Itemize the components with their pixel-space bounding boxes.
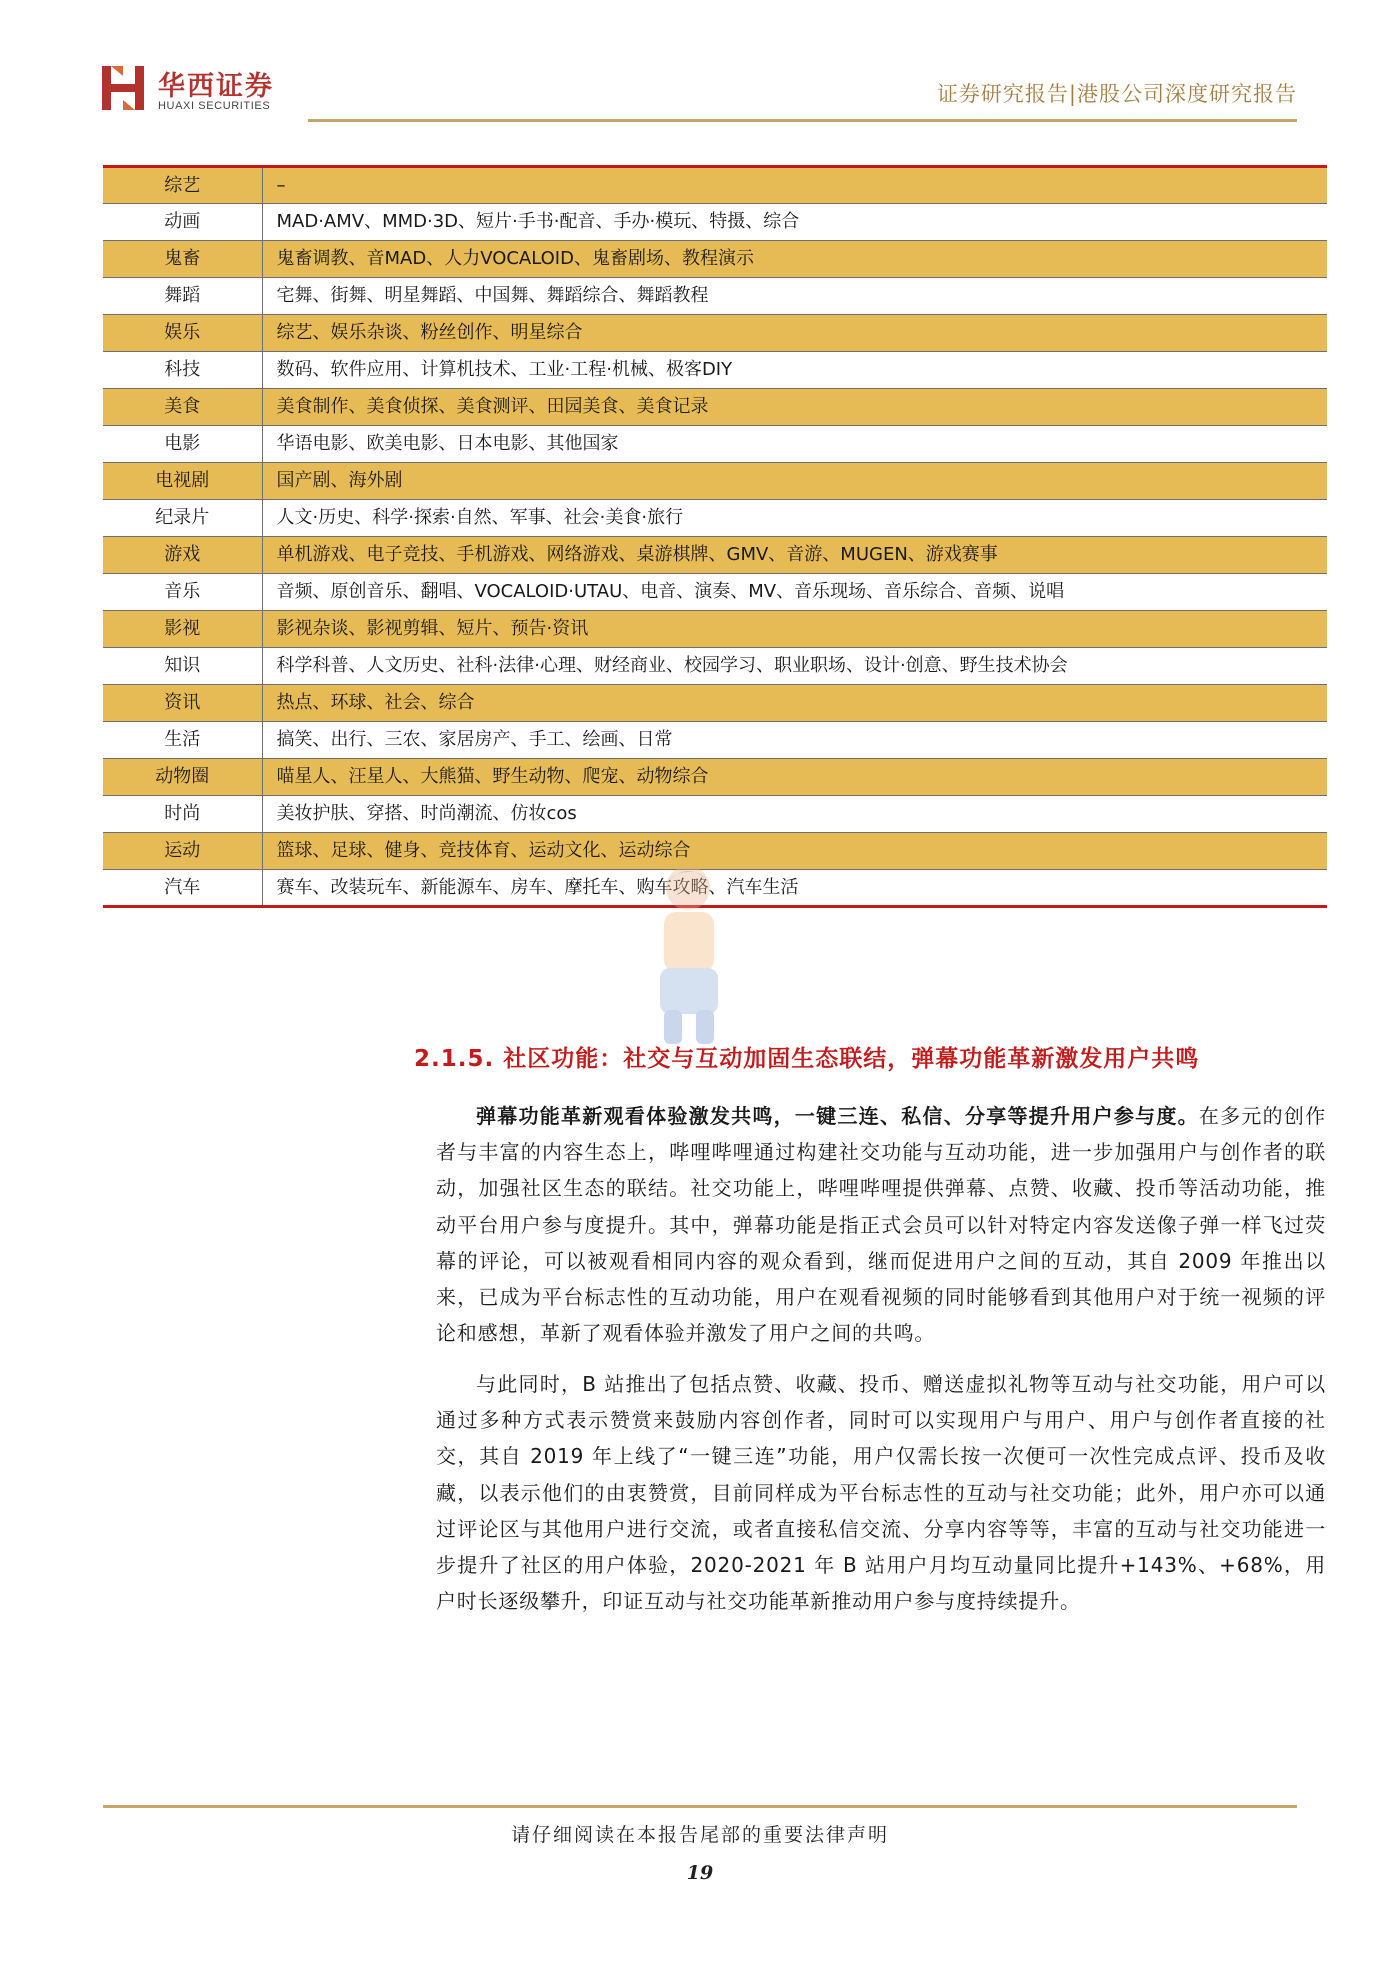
footer-divider bbox=[103, 1805, 1297, 1808]
paragraph-interaction: 与此同时，B 站推出了包括点赞、收藏、投币、赠送虚拟礼物等互动与社交功能，用户可以通过多种方式表示赞赏来鼓励内容创作者，同时可以实现用户与用户、用户与创作者直接的社交，其自 2019 年上线了“一键三连”功能，用户仅需长按一次便可一次性完成点评、投币及收藏，以表示他们的由衷赞赏，目前同样成为平台标志性的互动与社交功能；此外，用户亦可以通过评论区与其他用户进行交流，或者直接私信交流、分享内容等等，丰富的互动与社交功能进一步提升了社区的用户体验，2020-2021 年 B 站用户月均互动量同比提升+143%、+68%，用户时长逐级攀升，印证互动与社交功能革新推动用户参与度持续提升。 bbox=[436, 1372, 1326, 1614]
table-row bbox=[103, 537, 1327, 574]
subcategory-cell: 喵星人、汪星人、大熊猫、野生动物、爬宠、动物综合 bbox=[262, 759, 1327, 796]
page-header bbox=[0, 0, 1400, 130]
subcategory-cell: 华语电影、欧美电影、日本电影、其他国家 bbox=[262, 426, 1327, 463]
subcategory-cell: 影视杂谈、影视剪辑、短片、预告·资讯 bbox=[262, 611, 1327, 648]
category-cell: 知识 bbox=[103, 648, 262, 685]
category-cell: 综艺 bbox=[103, 167, 262, 204]
legal-disclaimer: 请仔细阅读在本报告尾部的重要法律声明 bbox=[510, 1824, 889, 1846]
subcategory-cell: 赛车、改装玩车、新能源车、房车、摩托车、购车攻略、汽车生活 bbox=[276, 876, 799, 898]
subcategory-cell: 国产剧、海外剧 bbox=[262, 463, 1327, 500]
category-cell: 运动 bbox=[103, 833, 262, 870]
table-row bbox=[103, 241, 1327, 278]
category-cell: 舞蹈 bbox=[103, 278, 262, 315]
table-body bbox=[103, 167, 1327, 907]
category-cell: 资讯 bbox=[103, 685, 262, 722]
page-number: 19 bbox=[686, 1862, 714, 1884]
brand-name-cn: 华西证券 bbox=[158, 71, 274, 102]
paragraph-body: 在多元的创作者与丰富的内容生态上，哔哩哔哩通过构建社交功能与互动功能，进一步加强用户与创作者的联动，加强社区生态的联结。社交功能上，哔哩哔哩提供弹幕、点赞、收藏、投币等活动功能，推动平台用户参与度提升。其中，弹幕功能是指正式会员可以针对特定内容发送像子弹一样飞过荧幕的评论，可以被观看相同内容的观众看到，继而促进用户之间的互动，其自 2009 年推出以来，已成为平台标志性的互动功能，用户在观看视频的同时能够看到其他用户对于统一视频的评论和感想，革新了观看体验并激发了用户之间的共鸣。 bbox=[436, 1104, 1326, 1346]
category-cell: 科技 bbox=[103, 352, 262, 389]
table-row bbox=[103, 796, 1327, 833]
category-cell: 娱乐 bbox=[103, 315, 262, 352]
subcategory-cell: 综艺、娱乐杂谈、粉丝创作、明星综合 bbox=[262, 315, 1327, 352]
table-row bbox=[103, 426, 1327, 463]
watermark-figure-icon bbox=[630, 860, 750, 1050]
category-cell: 美食 bbox=[103, 389, 262, 426]
category-cell: 音乐 bbox=[103, 574, 262, 611]
table-row bbox=[103, 352, 1327, 389]
category-cell: 电影 bbox=[103, 426, 262, 463]
table-row bbox=[103, 167, 1327, 204]
subcategory-cell: 音频、原创音乐、翻唱、VOCALOID·UTAU、电音、演奏、MV、音乐现场、音乐综合、音频、说唱 bbox=[262, 574, 1327, 611]
table-row bbox=[103, 389, 1327, 426]
table-row bbox=[103, 759, 1327, 796]
subcategory-cell: 美食制作、美食侦探、美食测评、田园美食、美食记录 bbox=[262, 389, 1327, 426]
category-cell: 汽车 bbox=[103, 870, 262, 907]
category-cell: 电视剧 bbox=[103, 463, 262, 500]
category-cell: 游戏 bbox=[103, 537, 262, 574]
subcategory-cell: 美妆护肤、穿搭、时尚潮流、仿妆cos bbox=[262, 796, 1327, 833]
subcategory-cell: 搞笑、出行、三农、家居房产、手工、绘画、日常 bbox=[262, 722, 1327, 759]
table-row bbox=[103, 574, 1327, 611]
subcategory-cell: 科学科普、人文历史、社科·法律·心理、财经商业、校园学习、职业职场、设计·创意、野生技术协会 bbox=[262, 648, 1327, 685]
category-cell: 鬼畜 bbox=[103, 241, 262, 278]
subcategory-cell: 人文·历史、科学·探索·自然、军事、社会·美食·旅行 bbox=[262, 500, 1327, 537]
table-row bbox=[103, 722, 1327, 759]
subcategory-cell: – bbox=[262, 167, 1327, 204]
table-row bbox=[103, 500, 1327, 537]
report-type: 证券研究报告|港股公司深度研究报告 bbox=[936, 82, 1297, 106]
category-cell: 时尚 bbox=[103, 796, 262, 833]
huaxi-logo-icon bbox=[100, 62, 146, 112]
paragraph-lead: 弹幕功能革新观看体验激发共鸣，一键三连、私信、分享等提升用户参与度。 bbox=[476, 1104, 1199, 1128]
category-cell: 动画 bbox=[103, 204, 262, 241]
table-row bbox=[103, 685, 1327, 722]
subcategory-cell: 数码、软件应用、计算机技术、工业·工程·机械、极客DIY bbox=[262, 352, 1327, 389]
table-row bbox=[103, 204, 1327, 241]
subcategory-cell: 鬼畜调教、音MAD、人力VOCALOID、鬼畜剧场、教程演示 bbox=[262, 241, 1327, 278]
subcategory-cell: 宅舞、街舞、明星舞蹈、中国舞、舞蹈综合、舞蹈教程 bbox=[262, 278, 1327, 315]
brand-name-en: HUAXI SECURITIES bbox=[158, 100, 271, 112]
header-divider bbox=[308, 119, 1297, 122]
table-row bbox=[103, 278, 1327, 315]
table-row bbox=[103, 611, 1327, 648]
category-cell: 影视 bbox=[103, 611, 262, 648]
subcategory-cell: 热点、环球、社会、综合 bbox=[262, 685, 1327, 722]
category-table bbox=[103, 165, 1327, 908]
subcategory-cell: 单机游戏、电子竞技、手机游戏、网络游戏、桌游棋牌、GMV、音游、MUGEN、游戏赛事 bbox=[262, 537, 1327, 574]
table-row bbox=[103, 648, 1327, 685]
category-cell: 纪录片 bbox=[103, 500, 262, 537]
paragraph-danmaku bbox=[436, 1098, 1326, 1351]
subcategory-cell: MAD·AMV、MMD·3D、短片·手书·配音、手办·模玩、特摄、综合 bbox=[262, 204, 1327, 241]
category-cell: 生活 bbox=[103, 722, 262, 759]
section-title: 2.1.5. 社区功能：社交与互动加固生态联结，弹幕功能革新激发用户共鸣 bbox=[414, 1046, 1200, 1072]
category-cell: 动物圈 bbox=[103, 759, 262, 796]
subcategory-cell: 篮球、足球、健身、竞技体育、运动文化、运动综合 bbox=[262, 833, 1327, 870]
table-row bbox=[103, 315, 1327, 352]
table-row bbox=[103, 463, 1327, 500]
